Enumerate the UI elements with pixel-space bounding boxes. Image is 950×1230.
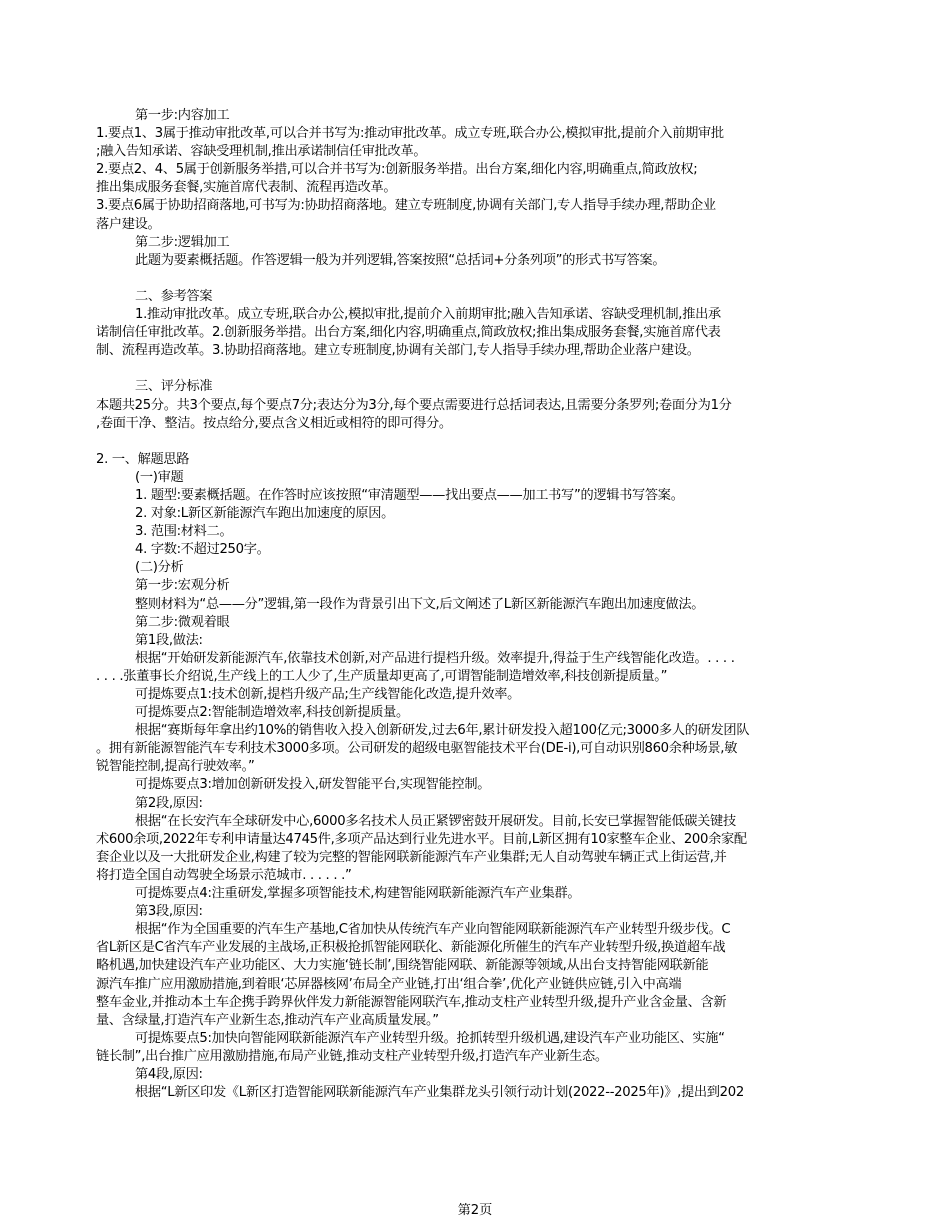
text-line: 此题为要素概括题。作答逻辑一般为并列逻辑,答案按照“总括词+分条列项”的形式书写答案。: [135, 252, 666, 268]
text-line: 第一步:宏观分析: [135, 578, 230, 594]
page-number: 第2页: [457, 1203, 493, 1218]
text-line: 源汽车推广应用激励措施,到着眼‘芯屏器核网’布局全产业链,打出‘组合拳’,优化产业链供应链,引入中高端: [96, 976, 682, 992]
text-line: 可提炼要点5:加快向智能网联新能源汽车产业转型升级。抢抓转型升级机遇,建设汽车产业功能区、实施“: [135, 1030, 725, 1046]
text-line: 第2段,原因:: [135, 795, 203, 811]
blank-line: [96, 433, 870, 451]
text-line: 第二步:微观着眼: [135, 614, 230, 630]
text-line: 制、流程再造改革。3.协助招商落地。建立专班制度,协调有关部门,专人指导手续办理,帮助企业落户建设。: [96, 343, 700, 359]
text-line: 根据“开始研发新能源汽车,依靠技术创新,对产品进行提档升级。效率提升,得益于生产线智能化改造。. . . .: [135, 650, 735, 666]
text-line: (二)分析: [135, 560, 184, 576]
text-line: 省L新区是C省汽车产业发展的主战场,正积极抢抓智能网联化、新能源化所催生的汽车产业转型升级,换道超车战: [96, 940, 726, 956]
text-line: 可提炼要点2:智能制造增效率,科技创新提质量。: [135, 705, 409, 721]
text-line: 2. 对象:L新区新能源汽车跑出加速度的原因。: [135, 506, 395, 522]
text-line: 3.要点6属于协助招商落地,可书写为:协助招商落地。建立专班制度,协调有关部门,专人指导手续办理,帮助企业: [96, 198, 716, 214]
text-line: 。拥有新能源智能汽车专利技术3000多项。公司研发的超级电驱智能技术平台(DE-i),可自动识别860余种场景,敏: [96, 741, 738, 757]
text-line: 本题共25分。共3个要点,每个要点7分;表达分为3分,每个要点需要进行总括词表达,且需要分条罗列;卷面分为1分: [96, 397, 732, 413]
text-line: 根据“在长安汽车全球研发中心,6000多名技术人员正紧锣密鼓开展研发。目前,长安已掌握智能低碳关键技: [135, 813, 736, 829]
text-line: 根据“赛斯每年拿出约10%的销售收入投入创新研发,过去6年,累计研发投入超100亿元;3000多人的研发团队: [135, 723, 750, 739]
document-body: [96, 107, 870, 1102]
text-line: 可提炼要点1:技术创新,提档升级产品;生产线智能化改造,提升效率。: [135, 687, 521, 702]
text-line: 第4段,原因:: [135, 1066, 203, 1082]
text-line: 2.要点2、4、5属于创新服务举措,可以合并书写为:创新服务举措。出台方案,细化内容,明确重点,简政放权;: [96, 162, 698, 178]
text-line: ;融入告知承诺、容缺受理机制,推出承诺制信任审批改革。: [96, 144, 427, 160]
text-line: 将打造全国自动驾驶全场景示范城市. . . . . .”: [96, 867, 352, 883]
text-line: 1. 题型:要素概括题。在作答时应该按照“审清题型——找出要点——加工书写”的逻辑书写答案。: [135, 487, 684, 503]
text-line: 4. 字数:不超过250字。: [135, 542, 270, 558]
text-line: ,卷面干净、整洁。按点给分,要点含义相近或相符的即可得分。: [96, 415, 452, 431]
text-line: 可提炼要点4:注重研发,掌握多项智能技术,构建智能网联新能源汽车产业集群。: [135, 886, 581, 902]
text-line: 根据“L新区印发《L新区打造智能网联新能源汽车产业集群龙头引领行动计划(2022--2025年)》,提出到202: [135, 1085, 744, 1101]
text-line: 量、含绿量,打造汽车产业新生态,推动汽车产业高质量发展。”: [96, 1012, 439, 1028]
text-line: 诺制信任审批改革。2.创新服务举措。出台方案,细化内容,明确重点,简政放权;推出集成服务套餐,实施首席代表: [96, 325, 721, 341]
text-line: 2. 一、解题思路: [96, 451, 190, 467]
text-line: (一)审题: [135, 469, 184, 485]
blank-line: [96, 270, 870, 288]
text-line: 链长制”,出台推广应用激励措施,布局产业链,推动支柱产业转型升级,打造汽车产业新生态。: [96, 1048, 608, 1064]
text-line: 术600余项,2022年专利申请量达4745件,多项产品达到行业先进水平。目前,L新区拥有10家整车企业、200余家配: [96, 831, 747, 847]
text-line: 整车金业,并推动本土车企携手跨界伙伴发力新能源智能网联汽车,推动支柱产业转型升级,提升产业含金量、含新: [96, 994, 727, 1010]
text-line: 第1段,做法:: [135, 632, 203, 648]
text-line: . . . .张董事长介绍说,生产线上的工人少了,生产质量却更高了,可谓智能制造增效率,科技创新提质量。”: [96, 668, 668, 684]
text-line: 第一步:内容加工: [135, 108, 230, 123]
text-line: 三、评分标准: [135, 379, 213, 395]
text-line: 整则材料为“总——分”逻辑,第一段作为背景引出下文,后文阐述了L新区新能源汽车跑出加速度做法。: [135, 596, 705, 612]
text-line: 略机遇,加快建设汽车产业功能区、大力实施‘链长制’,围绕智能网联、新能源等领域,从出台支持智能网联新能: [96, 958, 709, 974]
blank-line: [96, 360, 870, 378]
text-line: 1.推动审批改革。成立专班,联合办公,模拟审批,提前介入前期审批;融入告知承诺、容缺受理机制,推出承: [135, 307, 721, 323]
text-line: 锐智能控制,提高行驶效率。”: [96, 759, 255, 775]
text-line: 第3段,原因:: [135, 904, 203, 920]
text-line: 二、参考答案: [135, 288, 213, 304]
text-line: 第二步:逻辑加工: [135, 234, 230, 250]
text-line: 根据“作为全国重要的汽车生产基地,C省加快从传统汽车产业向智能网联新能源汽车产业转型升级步伐。C: [135, 922, 731, 938]
text-line: 3. 范围:材料二。: [135, 524, 233, 540]
text-line: 落户建设。: [96, 216, 161, 232]
text-line: 可提炼要点3:增加创新研发投入,研发智能平台,实现智能控制。: [135, 777, 491, 793]
text-line: 1.要点1、3属于推动审批改革,可以合并书写为:推动审批改革。成立专班,联合办公,模拟审批,提前介入前期审批: [96, 126, 724, 142]
text-line: 套企业以及一大批研发企业,构建了较为完整的智能网联新能源汽车产业集群;无人自动驾驶车辆正式上街运营,并: [96, 849, 727, 865]
text-line: 推出集成服务套餐,实施首席代表制、流程再造改革。: [96, 180, 397, 196]
